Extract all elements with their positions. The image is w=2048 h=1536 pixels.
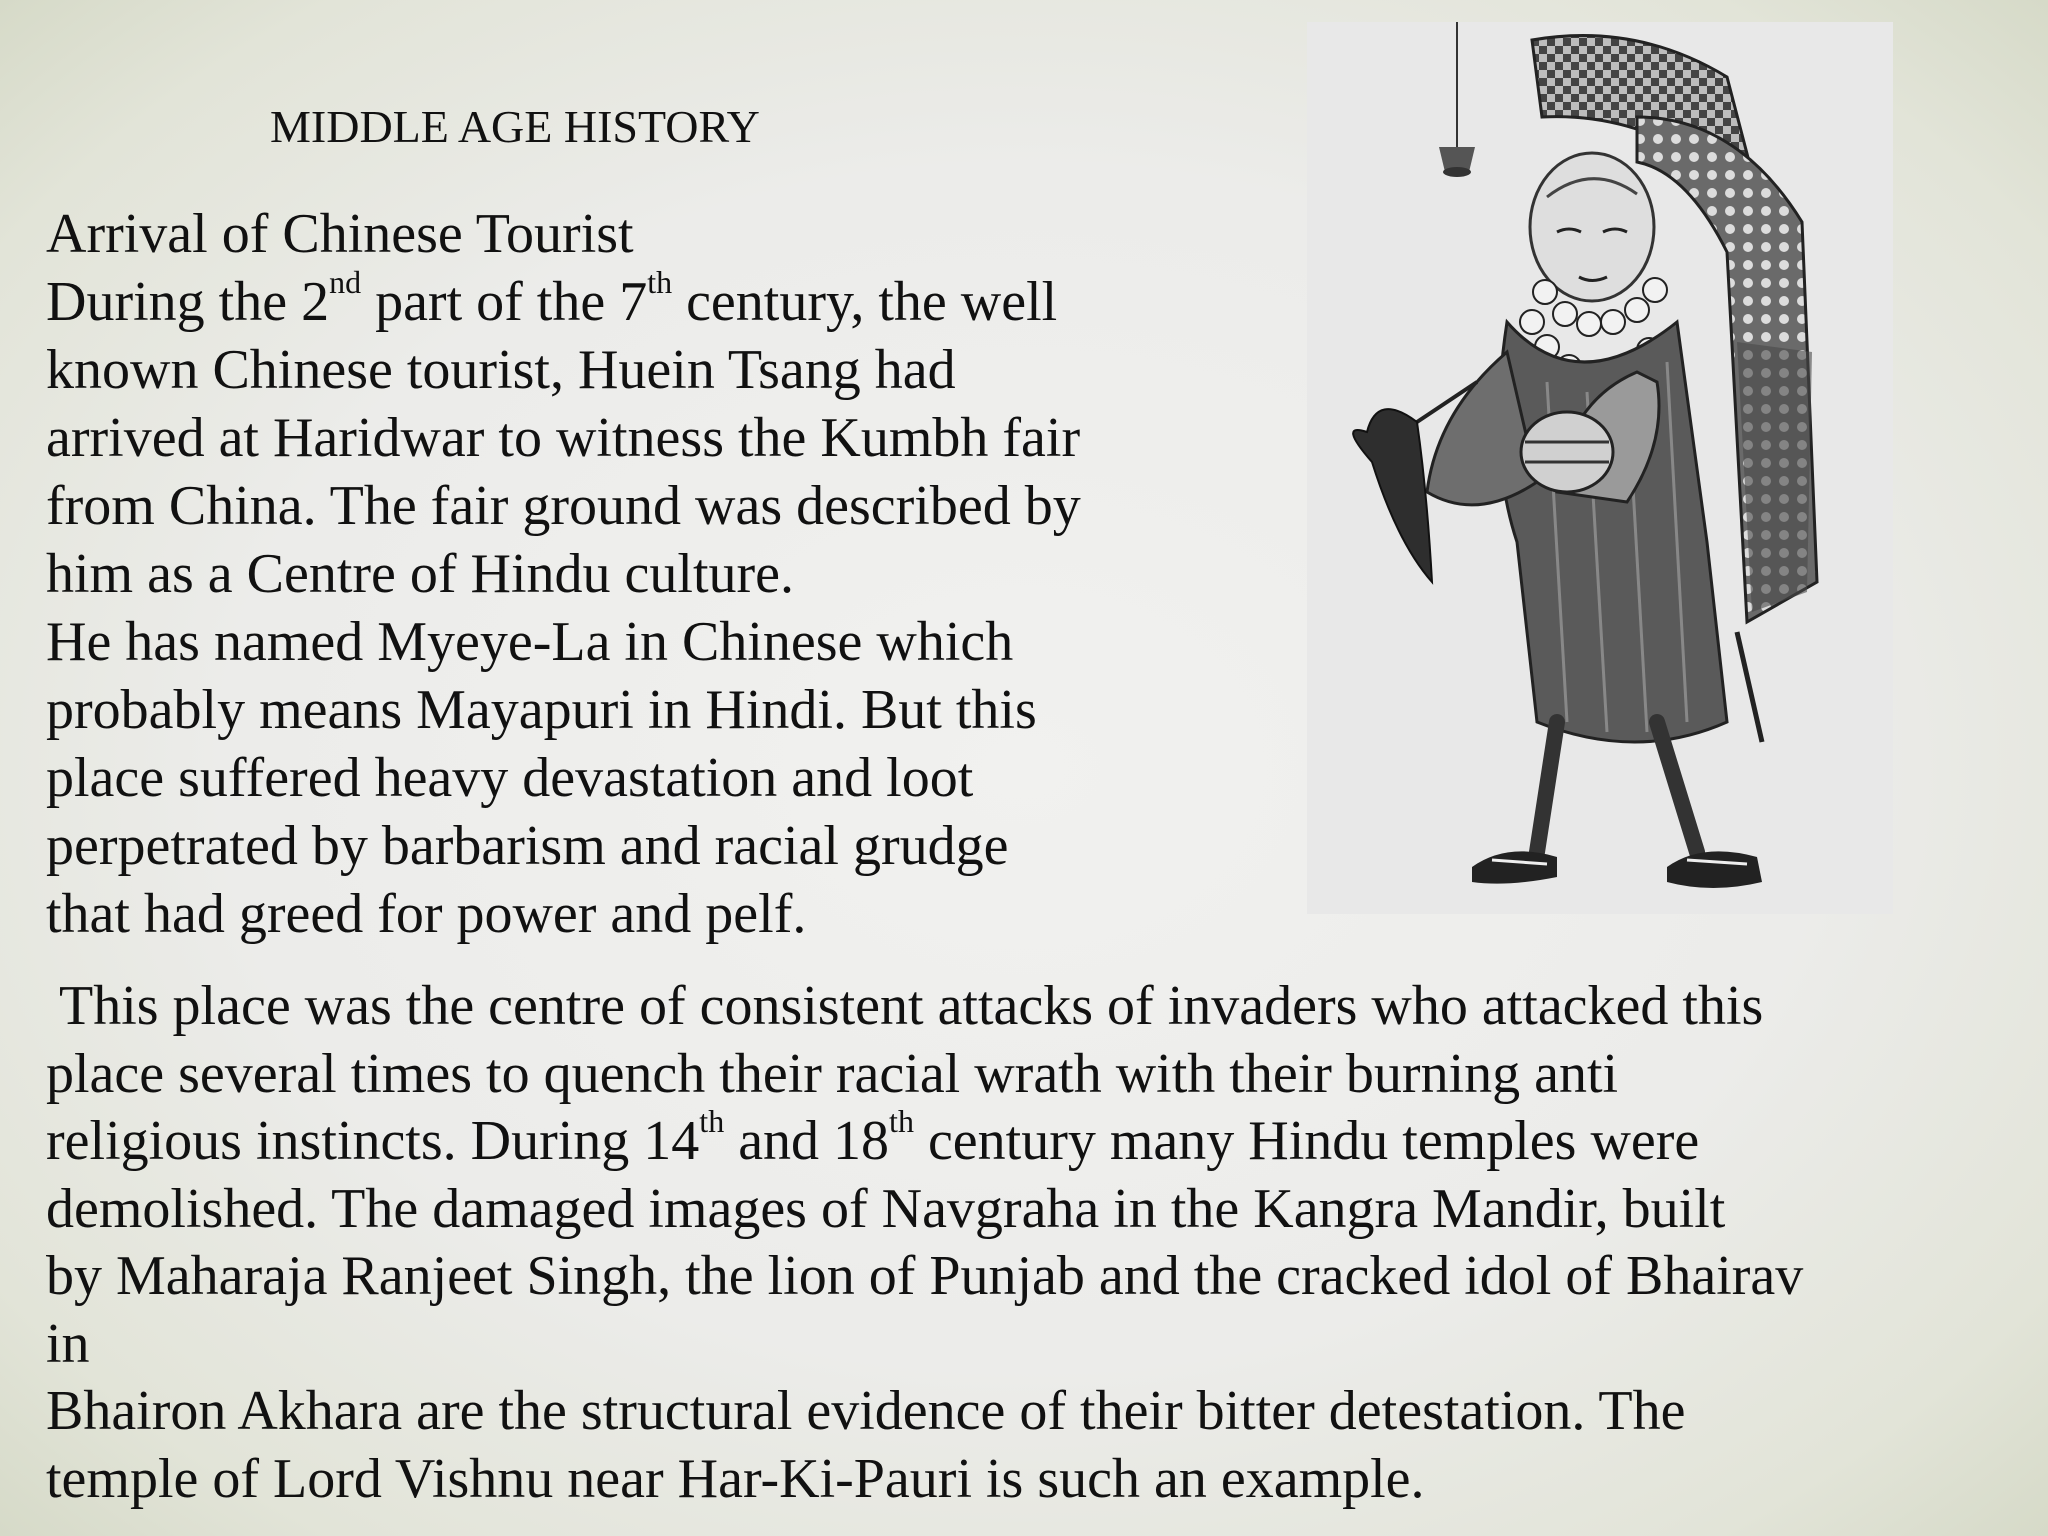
text-line: Bhairon Akhara are the structural evidence of their bitter detestation. The	[46, 1380, 1686, 1442]
section-title: Arrival of Chinese Tourist	[46, 203, 634, 265]
text-line: from China. The fair ground was described by	[46, 475, 1081, 537]
text-line: him as a Centre of Hindu culture.	[46, 543, 795, 605]
history-paragraph	[46, 973, 2016, 1513]
text-line: This place was the centre of consistent attacks of invaders who attacked this	[46, 975, 1764, 1037]
text-line: in	[46, 1312, 90, 1375]
intro-text-block	[46, 200, 1286, 948]
text-line: that had greed for power and pelf.	[46, 883, 807, 945]
text-line: perpetrated by barbarism and racial grudge	[46, 815, 1009, 877]
text-line: temple of Lord Vishnu near Har-Ki-Pauri is such an example.	[46, 1447, 1425, 1510]
text-line: place suffered heavy devastation and loot	[46, 747, 974, 809]
traveling-monk-illustration	[1307, 22, 1893, 914]
text-line: During the 2nd part of the 7th century, the well	[46, 263, 1058, 333]
text-line: by Maharaja Ranjeet Singh, the lion of Punjab and the cracked idol of Bhairav	[46, 1245, 1804, 1307]
text-line: He has named Myeye-La in Chinese which	[46, 611, 1014, 673]
text-line: known Chinese tourist, Huein Tsang had	[46, 339, 956, 401]
text-line: probably means Mayapuri in Hindi. But this	[46, 679, 1037, 741]
text-line: religious instincts. During 14th and 18th century many Hindu temples were	[46, 1102, 1700, 1172]
text-line: place several times to quench their racial wrath with their burning anti	[46, 1042, 1619, 1105]
text-line: arrived at Haridwar to witness the Kumbh fair	[46, 407, 1081, 469]
text-line: demolished. The damaged images of Navgraha in the Kangra Mandir, built	[46, 1177, 1726, 1240]
slide-heading: MIDDLE AGE HISTORY	[270, 101, 760, 152]
